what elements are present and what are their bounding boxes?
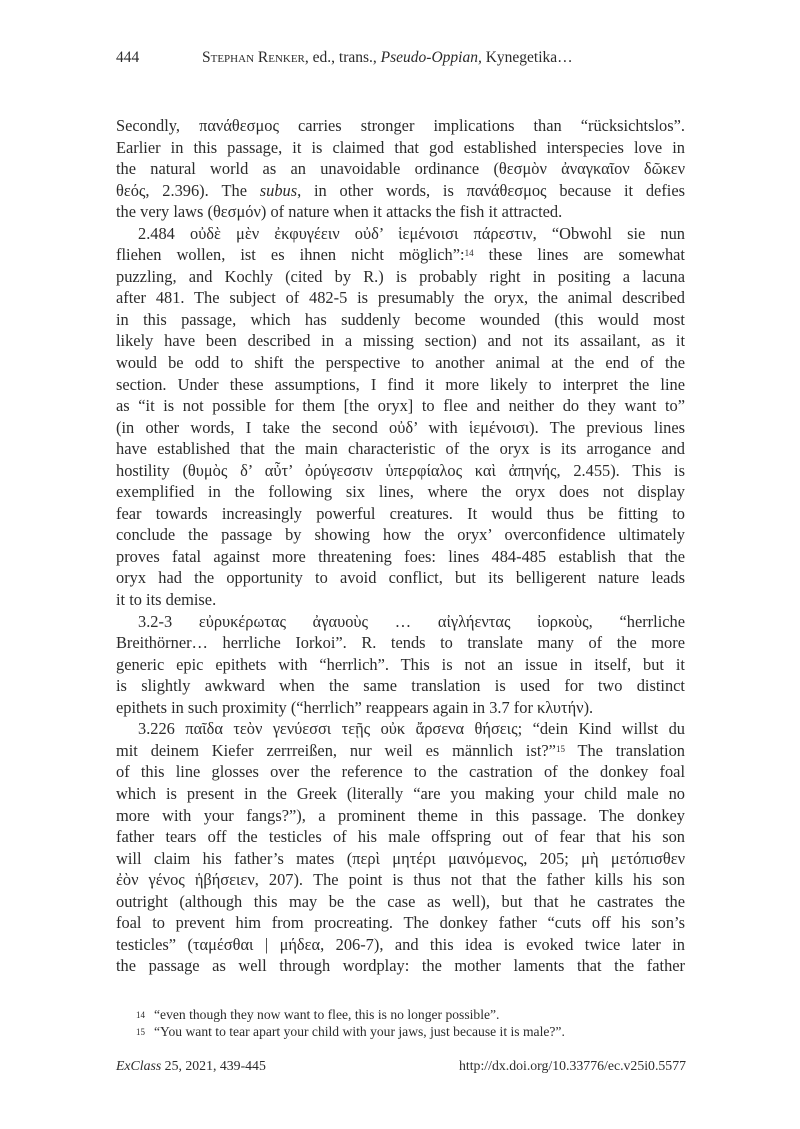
text-line: which is present in the Greek (literally “are you making your child male no <box>116 783 685 803</box>
text-line: in this passage, which has suddenly become wounded (this would most <box>116 309 685 329</box>
main-text <box>116 115 685 977</box>
footnote-ref[interactable]: 15 <box>555 743 565 754</box>
doi-link[interactable]: http://dx.doi.org/10.33776/ec.v25i0.5577 <box>458 1058 686 1073</box>
text-line: the passage as well through wordplay: the mother laments that the father <box>116 956 685 976</box>
text-line: exemplified in the following six lines, where the oryx does not display <box>116 482 685 502</box>
running-head-mid: , ed., trans., <box>304 49 381 66</box>
text-line: would be odd to shift the perspective to another animal at the end of the <box>116 353 685 373</box>
text-line: hostility (θυμὸς δ’ αὖτ’ ὀρύγεσσιν ὑπερφίαλος καὶ ἀπηνής, 2.455). This is <box>116 460 685 480</box>
text-line: more with your fangs?”), a prominent theme in this passage. The donkey <box>116 805 685 825</box>
text-line: oryx had the opportunity to avoid conflict, but its belligerent nature leads <box>116 568 685 588</box>
running-head-author: Stephan Renker <box>202 49 305 66</box>
footnote <box>136 1006 696 1023</box>
text-line: the very laws (θεσμόν) of nature when it attacks the fish it attracted. <box>116 202 563 222</box>
text-line: mit deinem Kiefer zerrreißen, nur weil es männlich ist?”$^{15}$ The translation <box>116 740 685 760</box>
text-line: after 481. The subject of 482-5 is presumably the oryx, the animal described <box>116 288 685 308</box>
italic-term: subus <box>259 180 298 200</box>
text-line: of this line glosses over the reference to the castration of the donkey foal <box>116 762 685 782</box>
footnote-mark: 14 <box>136 1010 145 1020</box>
running-head-tail: Kynegetika… <box>481 49 573 66</box>
text-line: epithets in such proximity (“herrlich” reappears again in 3.7 for κλυτήν). <box>116 697 594 717</box>
text-line: fliehen wollen, ist es ihnen nicht möglich”:$^{14}$ these lines are somewhat <box>116 245 685 265</box>
journal-citation <box>116 1058 266 1074</box>
text-line: outright (although this may be the case as well), but that he castrates the <box>116 891 685 911</box>
text-line: puzzling, and Kochly (cited by R.) is probably right in positing a lacuna <box>116 266 685 286</box>
text-line: father tears off the testicles of his male offspring out of fear that his son <box>116 827 685 847</box>
text-line: (in other words, I take the second οὐδ’ with ἱεμένοισι). The previous lines <box>116 417 685 437</box>
running-head <box>202 48 573 68</box>
text-line: is slightly awkward when the same translation is used for two distinct <box>116 676 685 696</box>
text-line: Secondly, πανάθεσμος carries stronger implications than “rücksichtslos”. <box>116 116 685 135</box>
footnote <box>136 1023 696 1040</box>
text-line: have established that the main characteristic of the oryx is its arrogance and <box>116 439 685 459</box>
journal-volume: 25, 2021, 439-445 <box>161 1058 266 1073</box>
text-line: fear towards increasingly powerful creatures. It would thus be fitting to <box>116 503 685 523</box>
text-line: likely have been described in a missing section) and not its assailant, as it <box>116 331 685 351</box>
text-line: 3.226 παῖδα τεὸν γενύεσσι τεῇς οὐκ ἄρσενα θήσεις; “dein Kind willst du <box>138 719 685 739</box>
footnote-text: “You want to tear apart your child with your jaws, just because it is male?”. <box>154 1024 565 1039</box>
text-line: will claim his father’s mates (περὶ μητέρι μαινόμενος, 205; μὴ μετόπισθεν <box>116 848 685 868</box>
text-line: the natural world as an unavoidable ordinance (θεσμὸν ἀναγκαῖον δῶκεν <box>116 159 685 179</box>
text-line: generic epic epithets with “herrlich”. This is not an issue in itself, but it <box>116 654 685 674</box>
text-line: conclude the passage by showing how the oryx’ overconfidence ultimately <box>116 525 685 545</box>
text-line: 3.2-3 εὐρυκέρωτας ἀγαυοὺς … αἰγλήεντας ἰορκοὺς, “herrliche <box>138 611 685 631</box>
text-line: θεός, 2.396). The subus, in other words, is πανάθεσμος because it defies <box>116 180 685 200</box>
text-line: testicles” (ταμέσθαι | μήδεα, 206-7), and this idea is evoked twice later in <box>116 934 685 954</box>
footnote-ref[interactable]: 14 <box>464 248 474 259</box>
text-line: proves fatal against more threatening foes: lines 484-485 establish that the <box>116 546 685 566</box>
text-line: Breithörner… herrliche Iorkoi”. R. tends to translate many of the more <box>116 633 685 653</box>
text-line: as “it is not possible for them [the oryx] to flee and neither do they want to” <box>116 396 685 416</box>
footnote-mark: 15 <box>136 1027 145 1037</box>
footnotes <box>136 1006 696 1040</box>
text-line: foal to prevent him from procreating. The donkey father “cuts off his son’s <box>116 913 685 933</box>
text-line: 2.484 οὐδὲ μὲν ἐκφυγέειν οὐδ’ ἱεμένοισι πάρεστιν, “Obwohl sie nun <box>138 223 685 243</box>
journal-name: ExClass <box>116 1058 162 1073</box>
text-line: Earlier in this passage, it is claimed that god established interspecies love in <box>116 137 685 157</box>
text-line: ἐὸν γένος ἡβήσειεν, 207). The point is thus not that the father kills his son <box>116 870 685 890</box>
text-line: section. Under these assumptions, I find it more likely to interpret the line <box>116 374 685 394</box>
footnote-text: “even though they now want to flee, this is no longer possible”. <box>154 1007 500 1022</box>
page-number: 444 <box>116 49 140 66</box>
text-line: it to its demise. <box>116 590 217 610</box>
running-head-title: Pseudo-Oppian, <box>380 49 482 66</box>
